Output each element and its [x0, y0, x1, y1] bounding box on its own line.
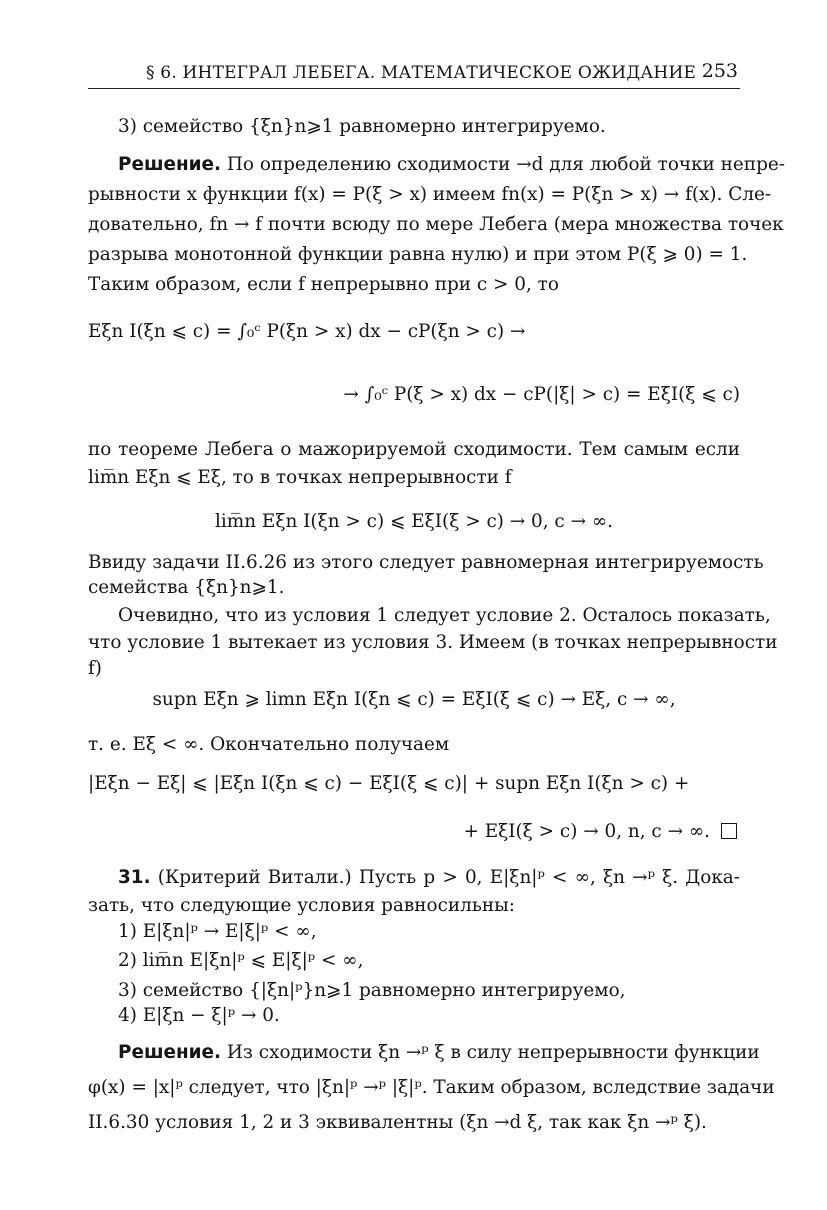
text-span: (Критерий Витали.) Пусть p > 0, E|ξn|ᵖ < ∞, ξn →ᵖ ξ. Дока- — [157, 867, 740, 888]
text-line: что условие 1 вытекает из условия 3. Имеем (в точках непрерывности — [88, 632, 778, 653]
running-header — [88, 60, 740, 89]
solution-label: Решение. — [118, 154, 222, 175]
text-line: довательно, fn → f почти всюду по мере Лебега (мера множества точек — [88, 214, 784, 235]
text-line: II.6.30 условия 1, 2 и 3 эквивалентны (ξn →d ξ, так как ξn →ᵖ ξ). — [88, 1112, 707, 1133]
text-line: 3) семейство {ξn}n⩾1 равномерно интегрируемо. — [118, 116, 606, 137]
solution-line — [118, 153, 785, 177]
solution-label: Решение. — [118, 1042, 222, 1063]
header-title: § 6. ИНТЕГРАЛ ЛЕБЕГА. МАТЕМАТИЧЕСКОЕ ОЖИДАНИЕ — [146, 63, 697, 83]
text-line: lim̅n Eξn ⩽ Eξ, то в точках непрерывности f — [88, 467, 512, 488]
text-span: Из сходимости ξn →ᵖ ξ в силу непрерывности функции — [226, 1042, 760, 1063]
list-item: 2) lim̅n E|ξn|ᵖ ⩽ E|ξ|ᵖ < ∞, — [118, 950, 364, 971]
text-span: По определению сходимости →d для любой точки непре- — [226, 154, 785, 175]
formula: |Eξn − Eξ| ⩽ |Eξn I(ξn ⩽ c) − EξI(ξ ⩽ c)| + supn Eξn I(ξn > c) + — [88, 773, 690, 794]
list-item: 4) E|ξn − ξ|ᵖ → 0. — [118, 1005, 280, 1026]
formula: Eξn I(ξn ⩽ c) = ∫₀ᶜ P(ξn > x) dx − cP(ξn > c) → — [88, 321, 526, 342]
text-line: Очевидно, что из условия 1 следует условие 2. Осталось показать, — [118, 605, 771, 626]
qed-square — [721, 823, 737, 839]
problem-line — [118, 866, 740, 890]
list-item: 1) E|ξn|ᵖ → E|ξ|ᵖ < ∞, — [118, 921, 317, 942]
text-line: разрыва монотонной функции равна нулю) и при этом P(ξ ⩾ 0) = 1. — [88, 244, 748, 265]
formula: lim̅n Eξn I(ξn > c) ⩽ EξI(ξ > c) → 0, c → ∞. — [215, 511, 613, 532]
page-number: 253 — [701, 60, 738, 82]
text-line: семейства {ξn}n⩾1. — [88, 577, 285, 598]
text-line: т. е. Eξ < ∞. Окончательно получаем — [88, 734, 450, 755]
problem-number: 31. — [118, 867, 151, 888]
text-line: Ввиду задачи II.6.26 из этого следует равномерная интегрируемость — [88, 552, 764, 573]
formula: + EξI(ξ > c) → 0, n, c → ∞. — [463, 821, 710, 842]
text-line: по теореме Лебега о мажорируемой сходимости. Тем самым если — [88, 439, 740, 460]
list-item: 3) семейство {|ξn|ᵖ}n⩾1 равномерно интегрируемо, — [118, 980, 626, 1001]
formula: → ∫₀ᶜ P(ξ > x) dx − cP(|ξ| > c) = EξI(ξ ⩽ c) — [343, 384, 740, 405]
text-line: зать, что следующие условия равносильны: — [88, 895, 515, 916]
text-line: φ(x) = |x|ᵖ следует, что |ξn|ᵖ →ᵖ |ξ|ᵖ. Таким образом, вследствие задачи — [88, 1077, 775, 1098]
text-line: f) — [88, 658, 102, 679]
formula: supn Eξn ⩾ limn Eξn I(ξn ⩽ c) = EξI(ξ ⩽ c) → Eξ, c → ∞, — [152, 689, 676, 710]
text-line: рывности x функции f(x) = P(ξ > x) имеем fn(x) = P(ξn > x) → f(x). Сле- — [88, 184, 772, 205]
text-line: Таким образом, если f непрерывно при c > 0, то — [88, 274, 559, 295]
solution-line — [118, 1041, 760, 1065]
